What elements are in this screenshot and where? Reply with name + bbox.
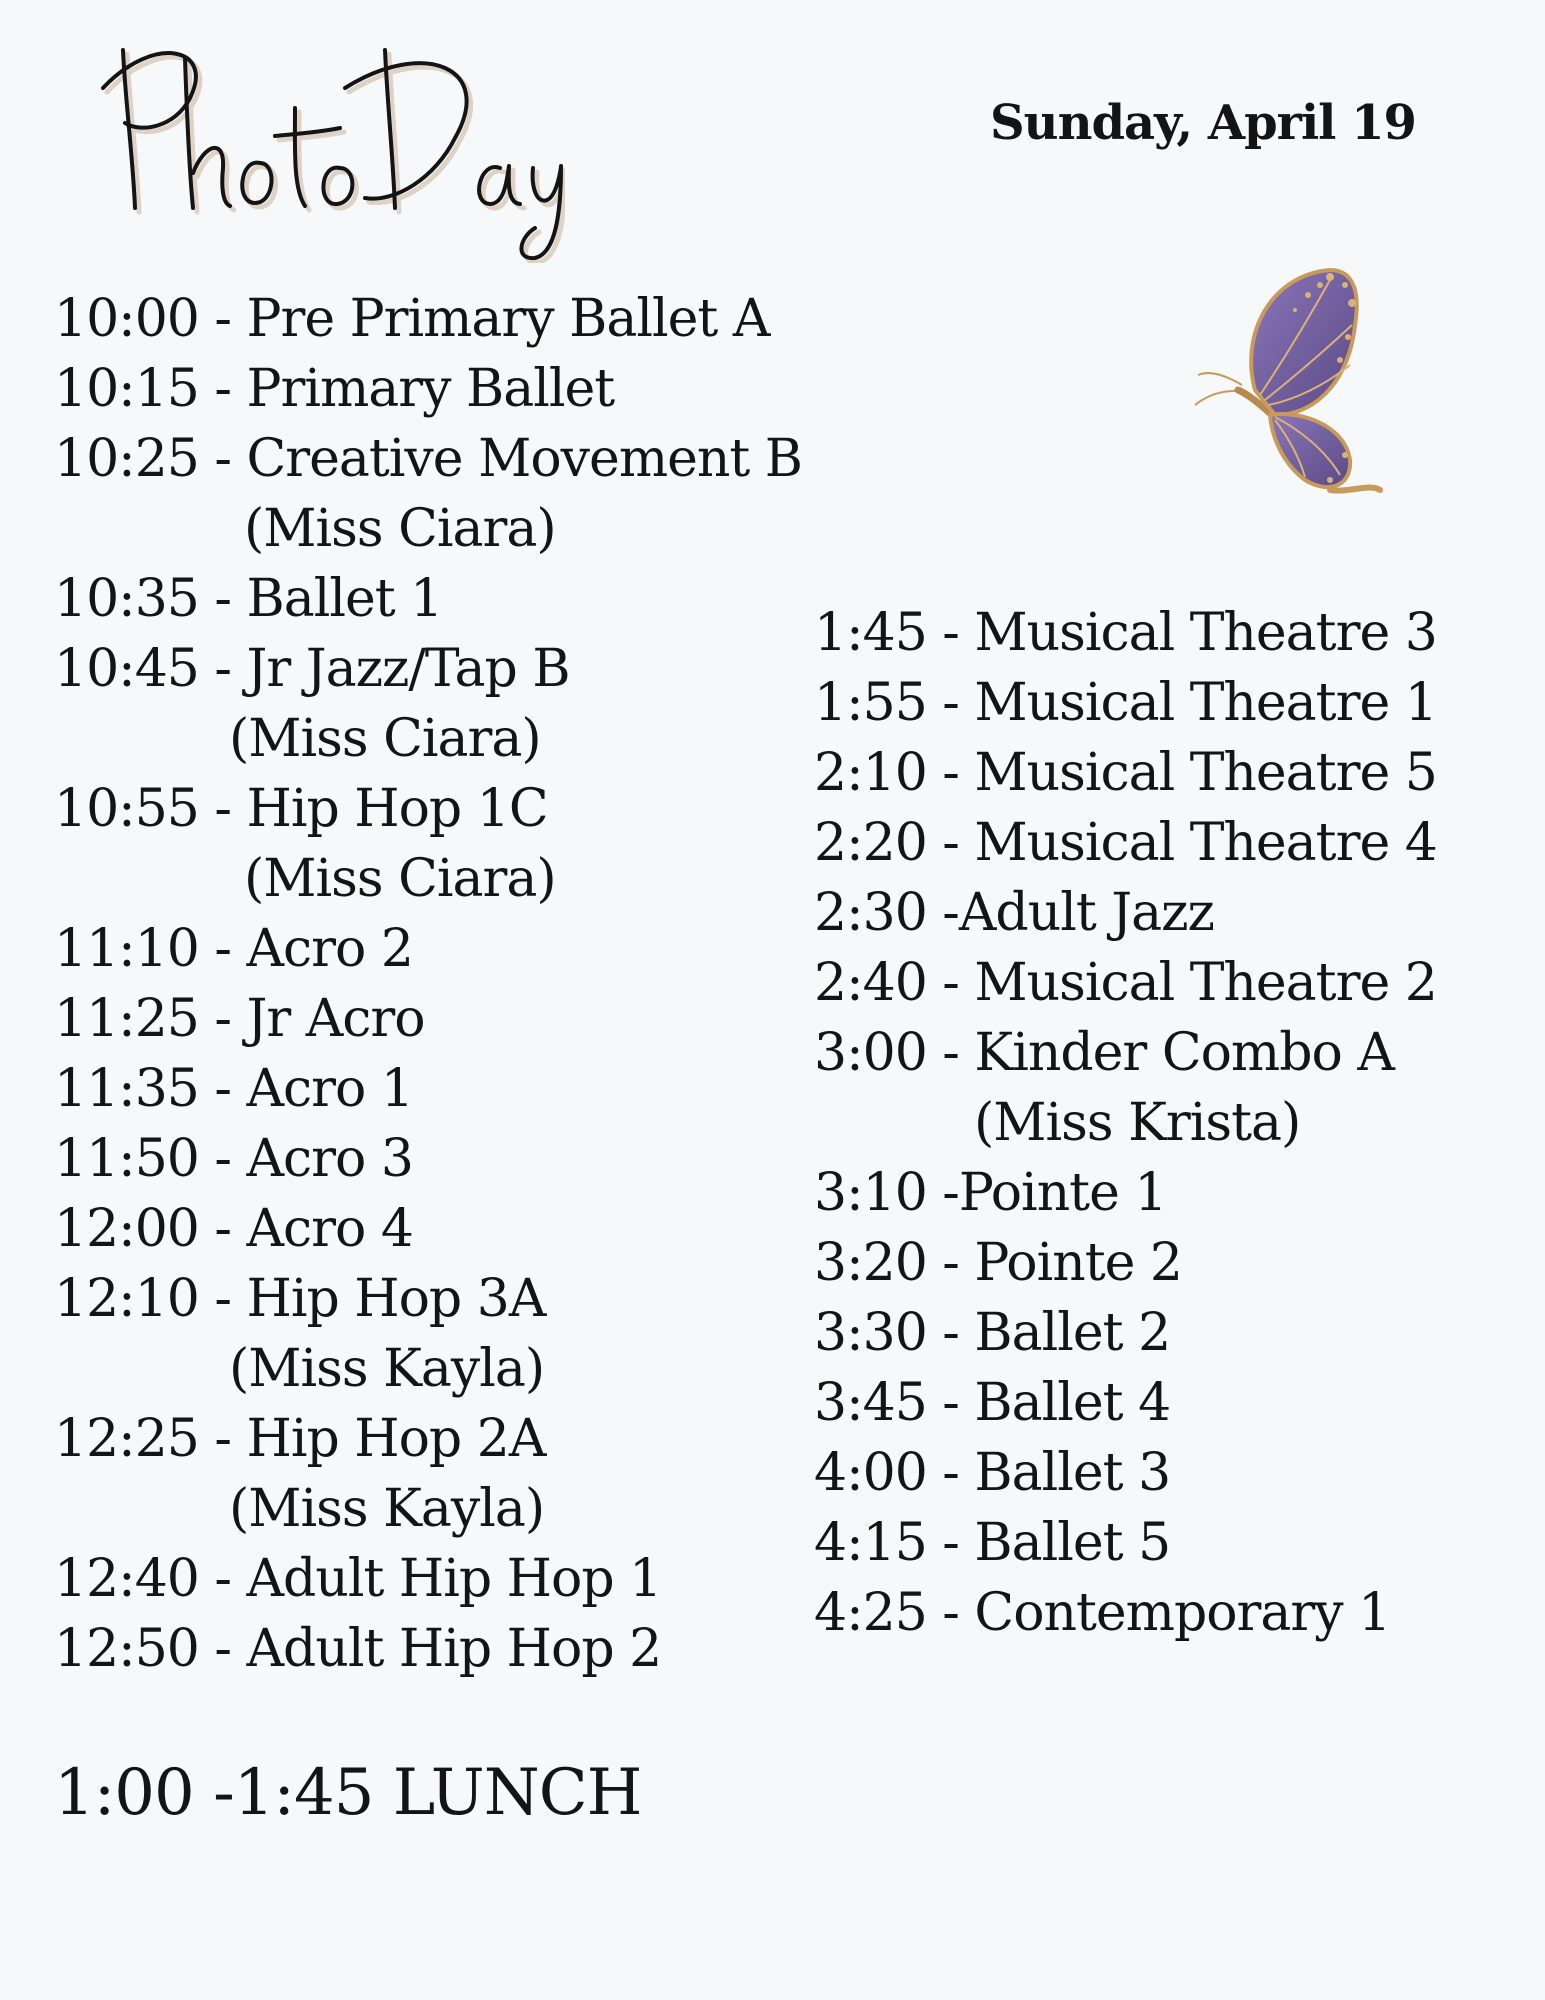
teacher-name: (Miss Kayla) <box>229 1339 545 1399</box>
teacher-name: (Miss Ciara) <box>244 849 556 909</box>
schedule-entry: 12:25 - Hip Hop 2A <box>54 1409 546 1469</box>
schedule-entry: 11:35 - Acro 1 <box>54 1059 413 1119</box>
schedule-entry: 12:40 - Adult Hip Hop 1 <box>54 1549 662 1609</box>
page-title <box>95 28 565 263</box>
schedule-entry: 2:30 -Adult Jazz <box>814 883 1214 943</box>
schedule-entry: 11:10 - Acro 2 <box>54 919 413 979</box>
schedule-entry: 11:50 - Acro 3 <box>54 1129 413 1189</box>
schedule-entry: 2:10 - Musical Theatre 5 <box>814 743 1437 803</box>
schedule-entry: 4:15 - Ballet 5 <box>814 1513 1171 1573</box>
schedule-entry: 11:25 - Jr Acro <box>54 989 425 1049</box>
morning-schedule <box>54 284 802 1684</box>
lunch-break: 1:00 -1:45 LUNCH <box>54 1756 642 1830</box>
teacher-name: (Miss Kayla) <box>229 1479 545 1539</box>
schedule-entry: 12:00 - Acro 4 <box>54 1199 413 1259</box>
schedule-entry: 10:25 - Creative Movement B <box>54 429 803 489</box>
photo-day-script-logo <box>95 28 565 263</box>
schedule-entry: 10:15 - Primary Ballet <box>54 359 615 419</box>
butterfly-icon <box>1180 265 1410 505</box>
teacher-name: (Miss Ciara) <box>244 499 556 559</box>
schedule-entry: 4:00 - Ballet 3 <box>814 1443 1171 1503</box>
schedule-entry: 4:25 - Contemporary 1 <box>814 1583 1391 1643</box>
event-date: Sunday, April 19 <box>990 95 1416 151</box>
schedule-entry: 1:55 - Musical Theatre 1 <box>814 673 1437 733</box>
schedule-entry: 3:10 -Pointe 1 <box>814 1163 1167 1223</box>
schedule-entry: 1:45 - Musical Theatre 3 <box>814 603 1437 663</box>
schedule-entry: 3:30 - Ballet 2 <box>814 1303 1171 1363</box>
schedule-entry: 2:40 - Musical Theatre 2 <box>814 953 1437 1013</box>
teacher-name: (Miss Ciara) <box>229 709 541 769</box>
schedule-entry: 2:20 - Musical Theatre 4 <box>814 813 1437 873</box>
schedule-entry: 12:50 - Adult Hip Hop 2 <box>54 1619 662 1679</box>
schedule-entry: 10:55 - Hip Hop 1C <box>54 779 548 839</box>
schedule-entry: 12:10 - Hip Hop 3A <box>54 1269 546 1329</box>
schedule-entry: 3:20 - Pointe 2 <box>814 1233 1182 1293</box>
schedule-entry: 10:35 - Ballet 1 <box>54 569 443 629</box>
teacher-name: (Miss Krista) <box>974 1093 1301 1153</box>
schedule-entry: 10:45 - Jr Jazz/Tap B <box>54 639 570 699</box>
afternoon-schedule <box>814 598 1437 1648</box>
schedule-entry: 3:45 - Ballet 4 <box>814 1373 1171 1433</box>
schedule-entry: 10:00 - Pre Primary Ballet A <box>54 289 770 349</box>
schedule-entry: 3:00 - Kinder Combo A <box>814 1023 1394 1083</box>
